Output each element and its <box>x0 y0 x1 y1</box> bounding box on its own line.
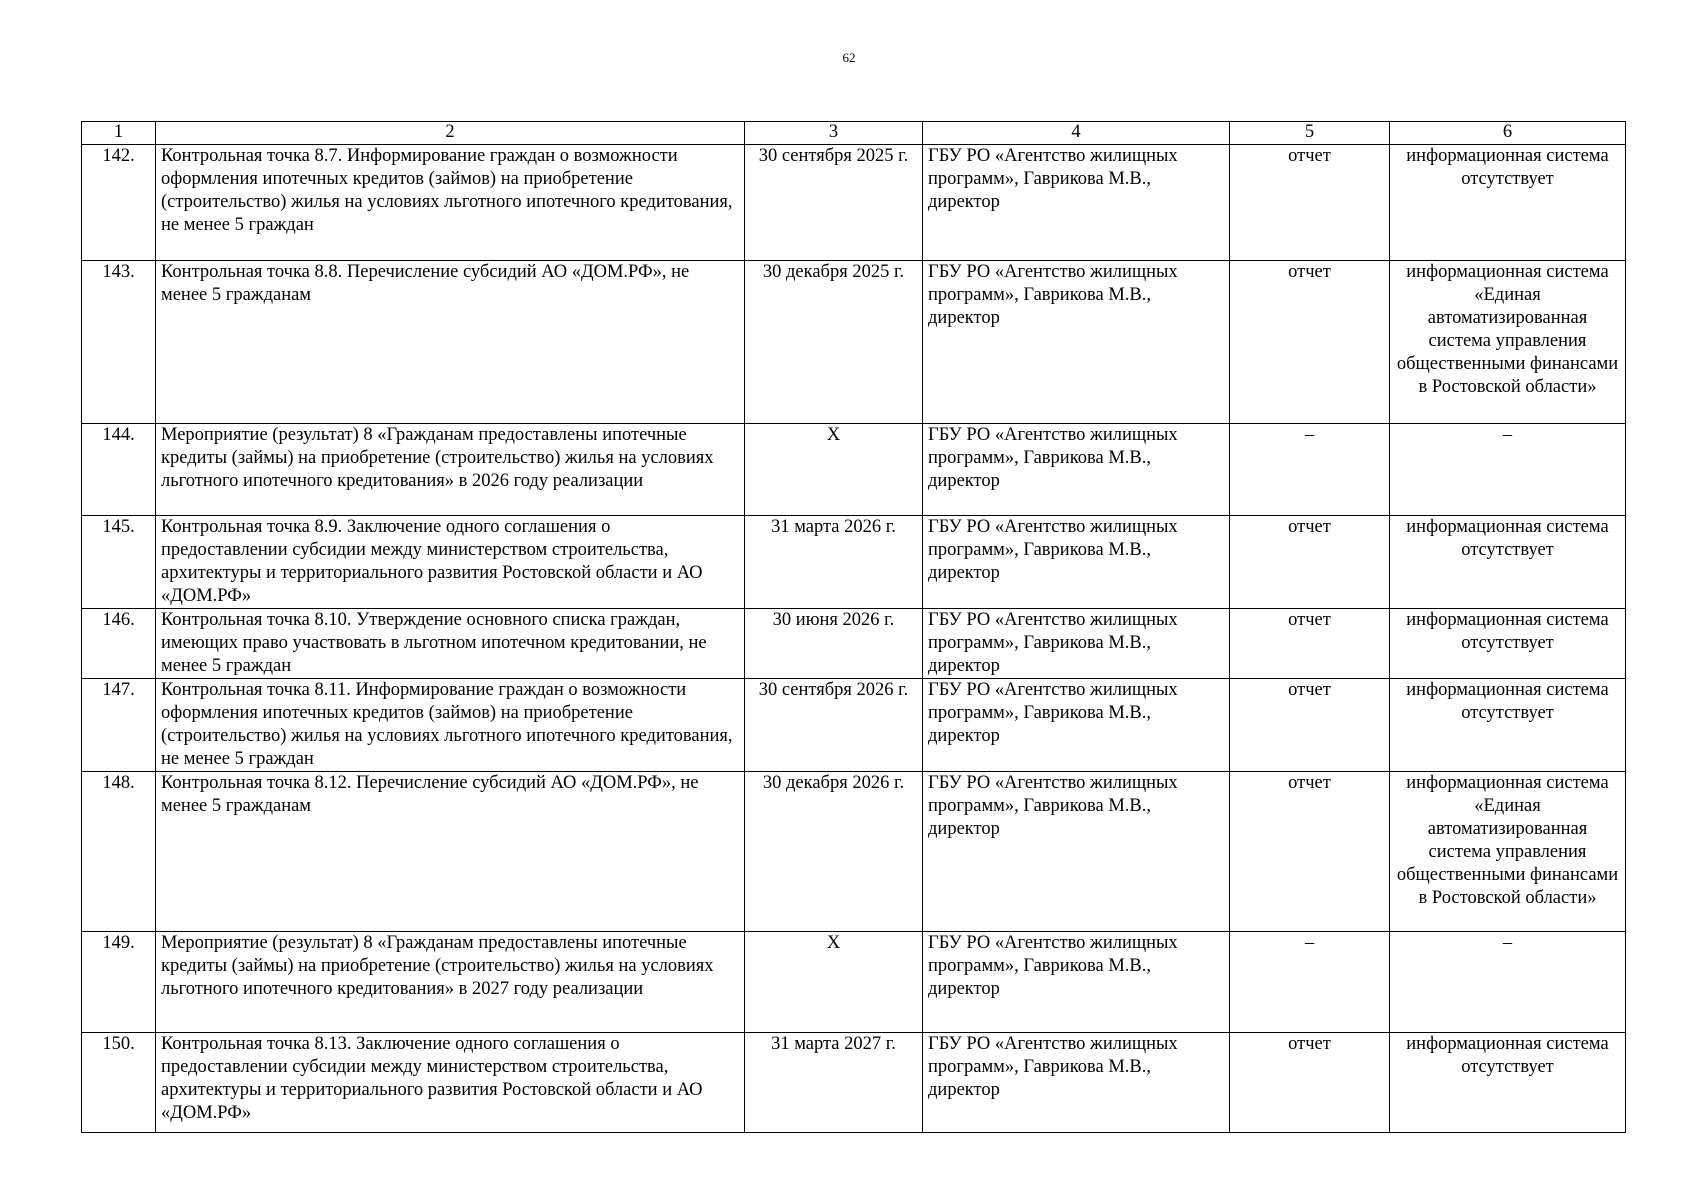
row-deadline: 30 сентября 2026 г. <box>745 679 923 772</box>
row-deadline: 31 марта 2027 г. <box>745 1033 923 1133</box>
row-info-system: информационная система отсутствует <box>1390 145 1626 261</box>
row-document-type: отчет <box>1230 145 1390 261</box>
table-row <box>82 516 1626 609</box>
row-number: 142. <box>82 145 156 261</box>
row-description: Контрольная точка 8.8. Перечисление субсидий АО «ДОМ.РФ», не менее 5 гражданам <box>156 261 745 424</box>
table-row <box>82 932 1626 1033</box>
row-responsible: ГБУ РО «Агентство жилищных программ», Гаврикова М.В., директор <box>923 1033 1230 1133</box>
row-responsible: ГБУ РО «Агентство жилищных программ», Гаврикова М.В., директор <box>923 932 1230 1033</box>
row-document-type: – <box>1230 932 1390 1033</box>
row-responsible: ГБУ РО «Агентство жилищных программ», Гаврикова М.В., директор <box>923 772 1230 932</box>
row-deadline: 31 марта 2026 г. <box>745 516 923 609</box>
row-description: Контрольная точка 8.10. Утверждение основного списка граждан, имеющих право участвовать в льготном ипотечном кредитовании, не менее 5 граждан <box>156 609 745 679</box>
row-document-type: отчет <box>1230 679 1390 772</box>
header-col-6: 6 <box>1390 122 1626 145</box>
header-col-5: 5 <box>1230 122 1390 145</box>
row-document-type: отчет <box>1230 516 1390 609</box>
row-description: Контрольная точка 8.13. Заключение одного соглашения о предоставлении субсидии между министерством строительства, архитектуры и территориального развития Ростовской области и АО «ДОМ.РФ» <box>156 1033 745 1133</box>
row-description: Мероприятие (результат) 8 «Гражданам предоставлены ипотечные кредиты (займы) на приобретение (строительство) жилья на условиях льготного ипотечного кредитования» в 2026 году реализации <box>156 424 745 516</box>
row-info-system: информационная система отсутствует <box>1390 516 1626 609</box>
header-col-4: 4 <box>923 122 1230 145</box>
row-responsible: ГБУ РО «Агентство жилищных программ», Гаврикова М.В., директор <box>923 516 1230 609</box>
row-document-type: отчет <box>1230 1033 1390 1133</box>
row-deadline: 30 июня 2026 г. <box>745 609 923 679</box>
table-row <box>82 145 1626 261</box>
row-number: 148. <box>82 772 156 932</box>
row-info-system: информационная система отсутствует <box>1390 609 1626 679</box>
row-document-type: – <box>1230 424 1390 516</box>
row-responsible: ГБУ РО «Агентство жилищных программ», Гаврикова М.В., директор <box>923 609 1230 679</box>
row-deadline: X <box>745 932 923 1033</box>
table-header-row <box>82 122 1626 145</box>
header-col-1: 1 <box>82 122 156 145</box>
row-description: Мероприятие (результат) 8 «Гражданам предоставлены ипотечные кредиты (займы) на приобретение (строительство) жилья на условиях льготного ипотечного кредитования» в 2027 году реализации <box>156 932 745 1033</box>
row-number: 143. <box>82 261 156 424</box>
row-responsible: ГБУ РО «Агентство жилищных программ», Гаврикова М.В., директор <box>923 424 1230 516</box>
row-info-system: – <box>1390 424 1626 516</box>
row-info-system: информационная система отсутствует <box>1390 679 1626 772</box>
row-number: 150. <box>82 1033 156 1133</box>
header-col-2: 2 <box>156 122 745 145</box>
table-row <box>82 261 1626 424</box>
row-number: 144. <box>82 424 156 516</box>
row-info-system: информационная система «Единая автоматизированная система управления общественными финансами в Ростовской области» <box>1390 772 1626 932</box>
row-description: Контрольная точка 8.9. Заключение одного соглашения о предоставлении субсидии между министерством строительства, архитектуры и территориального развития Ростовской области и АО «ДОМ.РФ» <box>156 516 745 609</box>
row-document-type: отчет <box>1230 772 1390 932</box>
page-number: 62 <box>842 50 856 65</box>
row-info-system: информационная система отсутствует <box>1390 1033 1626 1133</box>
row-description: Контрольная точка 8.7. Информирование граждан о возможности оформления ипотечных кредитов (займов) на приобретение (строительство) жилья на условиях льготного ипотечного кредитования, не менее 5 граждан <box>156 145 745 261</box>
table-row <box>82 679 1626 772</box>
row-number: 147. <box>82 679 156 772</box>
table-row <box>82 1033 1626 1133</box>
table-row <box>82 424 1626 516</box>
row-deadline: X <box>745 424 923 516</box>
row-deadline: 30 декабря 2026 г. <box>745 772 923 932</box>
row-description: Контрольная точка 8.12. Перечисление субсидий АО «ДОМ.РФ», не менее 5 гражданам <box>156 772 745 932</box>
row-responsible: ГБУ РО «Агентство жилищных программ», Гаврикова М.В., директор <box>923 679 1230 772</box>
row-document-type: отчет <box>1230 261 1390 424</box>
row-document-type: отчет <box>1230 609 1390 679</box>
header-col-3: 3 <box>745 122 923 145</box>
row-deadline: 30 декабря 2025 г. <box>745 261 923 424</box>
row-number: 149. <box>82 932 156 1033</box>
row-description: Контрольная точка 8.11. Информирование граждан о возможности оформления ипотечных кредитов (займов) на приобретение (строительство) жилья на условиях льготного ипотечного кредитования, не менее 5 граждан <box>156 679 745 772</box>
control-points-table <box>81 121 1626 1133</box>
row-number: 146. <box>82 609 156 679</box>
row-info-system: – <box>1390 932 1626 1033</box>
row-deadline: 30 сентября 2025 г. <box>745 145 923 261</box>
table-row <box>82 609 1626 679</box>
row-number: 145. <box>82 516 156 609</box>
table-row <box>82 772 1626 932</box>
row-responsible: ГБУ РО «Агентство жилищных программ», Гаврикова М.В., директор <box>923 261 1230 424</box>
row-responsible: ГБУ РО «Агентство жилищных программ», Гаврикова М.В., директор <box>923 145 1230 261</box>
row-info-system: информационная система «Единая автоматизированная система управления общественными финансами в Ростовской области» <box>1390 261 1626 424</box>
